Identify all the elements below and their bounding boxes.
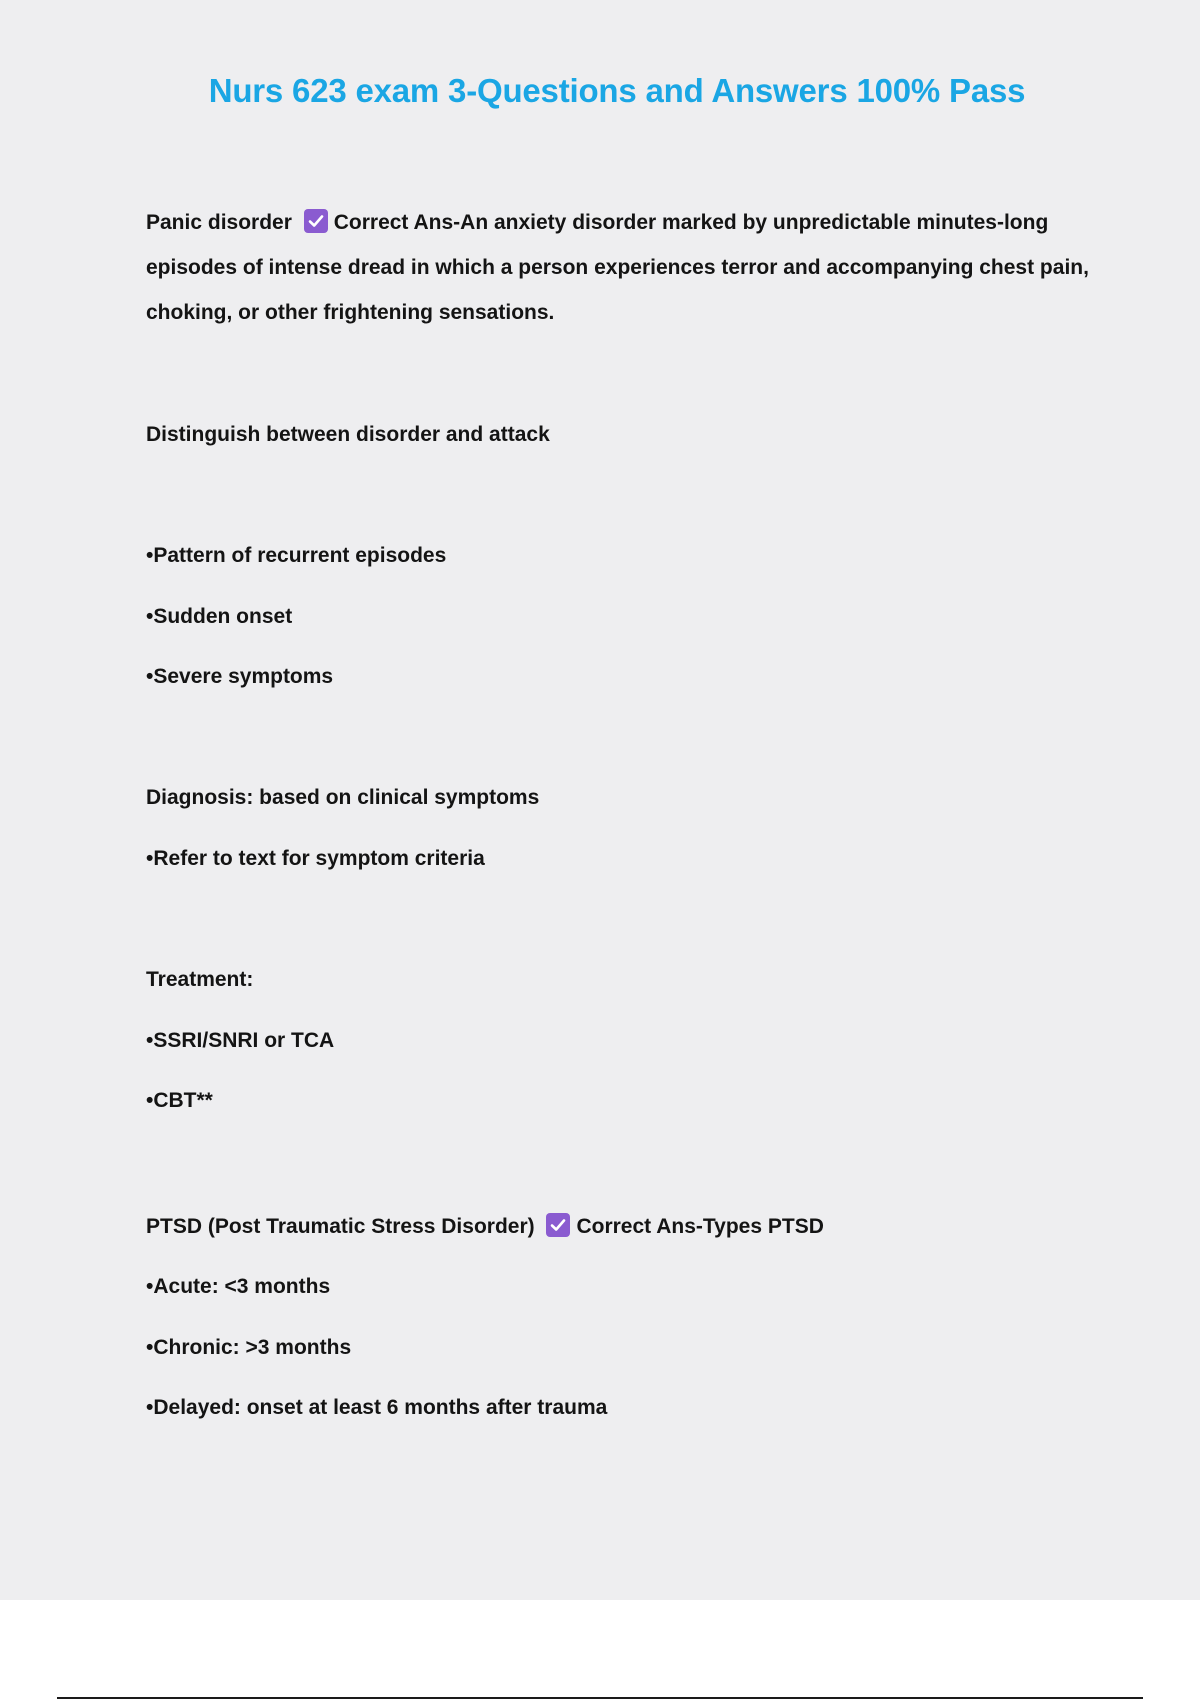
bullet-item: •Pattern of recurrent episodes <box>146 544 447 567</box>
bullet-item: •Acute: <3 months <box>146 1275 331 1298</box>
treatment-heading: Treatment: <box>146 968 254 991</box>
checkbox-checked-icon <box>546 1213 570 1237</box>
bullet-item: •Delayed: onset at least 6 months after trauma <box>146 1396 608 1419</box>
bullet-item: •Severe symptoms <box>146 665 334 688</box>
distinguish-text: Distinguish between disorder and attack <box>146 423 550 446</box>
qa-panic-disorder <box>146 200 1106 335</box>
answer-text: An anxiety disorder marked by unpredictable minutes-long episodes of intense dread in which a person experiences terror and accompanying chest pain, choking, or other frightening sensations. <box>146 211 1089 324</box>
bullet-item: •Sudden onset <box>146 605 293 628</box>
question-term: Panic disorder <box>146 211 292 234</box>
diagnosis-text: Diagnosis: based on clinical symptoms <box>146 786 540 809</box>
checkbox-checked-icon <box>304 209 328 233</box>
bullet-item: •Refer to text for symptom criteria <box>146 847 485 870</box>
answer-text: Types PTSD <box>702 1215 824 1238</box>
bullet-item: •Chronic: >3 months <box>146 1336 352 1359</box>
question-term: PTSD (Post Traumatic Stress Disorder) <box>146 1215 535 1238</box>
document-title: Nurs 623 exam 3-Questions and Answers 100% Pass <box>208 72 1026 109</box>
bullet-item: •SSRI/SNRI or TCA <box>146 1029 335 1052</box>
qa-ptsd <box>146 1213 824 1237</box>
answer-prefix: Correct Ans- <box>576 1215 703 1238</box>
answer-prefix: Correct Ans- <box>333 211 461 234</box>
bullet-item: •CBT** <box>146 1089 213 1112</box>
footer-divider <box>57 1697 1143 1699</box>
